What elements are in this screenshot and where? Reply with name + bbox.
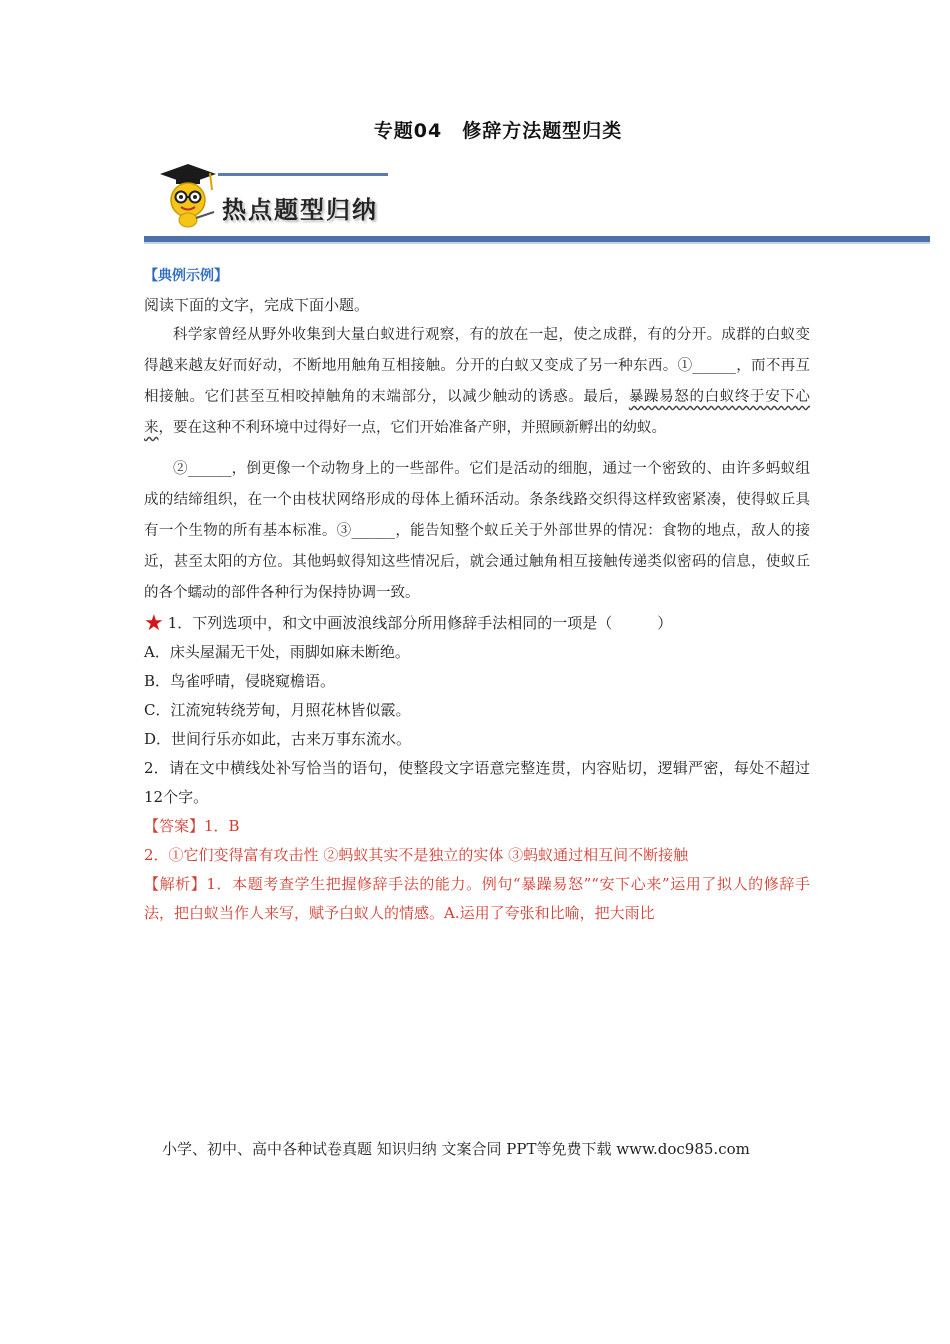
passage-text: 科学家曾经从野外收集到大量白蚁进行观察，有的放在一起，使之成群，有的分开。成群的白蚁变得越来越友好而好动，不断地用触角互相接触。分开的白蚁又变成了另一种东西。①______，而不再互相接触。它们甚至互相咬掉触角的末端部分，以减少触动的诱惑。最后， xyxy=(144,327,810,405)
document-body xyxy=(144,262,810,928)
option-d: D．世间行乐亦如此，古来万事东流水。 xyxy=(144,730,412,748)
star-icon: ★ xyxy=(144,611,164,636)
question-2: 2．请在文中横线处补写恰当的语句，使整段文字语意完整连贯，内容贴切，逻辑严密，每处不超过12个字。 xyxy=(144,759,810,806)
instruction-text: 阅读下面的文字，完成下面小题。 xyxy=(144,296,370,314)
passage-paragraph-2: ②______，倒更像一个动物身上的一些部件。它们是活动的细胞，通过一个密致的、由许多蚂蚁组成的结缔组织，在一个由枝状网络形成的母体上循环活动。条条线路交织得这样致密紧凑，使得蚁丘具有一个生物的所有基本标准。③______，能告知整个蚁丘关于外部世界的情况：食物的地点，敌人的接近，甚至太阳的方位。其他蚂蚁得知这些情况后，就会通过触角相互接触传递类似密码的信息，使蚁丘的各个蠕动的部件各种行为保持协调一致。 xyxy=(144,461,810,601)
analysis-text: 1．本题考查学生把握修辞手法的能力。例句“暴躁易怒”“安下心来”运用了拟人的修辞手法，把白蚁当作人来写，赋予白蚁人的情感。A.运用了夸张和比喻，把大雨比 xyxy=(144,875,810,922)
answer-1 xyxy=(144,812,810,841)
analysis xyxy=(144,870,810,928)
question-1 xyxy=(144,609,810,638)
option-a: A．床头屋漏无干处，雨脚如麻未断绝。 xyxy=(144,643,410,661)
wavy-underlined-text: 暴躁易怒的白蚁终于安下心来 xyxy=(144,389,811,436)
example-tag: 【典例示例】 xyxy=(144,268,228,284)
section-divider-shadow xyxy=(144,242,930,244)
banner-heading: 热点题型归纳 xyxy=(222,195,378,224)
option-c: C．江流宛转绕芳甸，月照花林皆似霰。 xyxy=(144,701,411,719)
analysis-tag: 【解析】 xyxy=(144,875,207,893)
page-title: 专题04 修辞方法题型归类 xyxy=(373,120,623,142)
answer-tag: 【答案】 xyxy=(144,817,205,835)
answer-2: 2．①它们变得富有攻击性 ②蚂蚁其实不是独立的实体 ③蚂蚁通过相互间不断接触 xyxy=(144,846,689,864)
footer-text: 小学、初中、高中各种试卷真题 知识归纳 文案合同 PPT等免费下载 www.doc985.com xyxy=(162,1140,750,1158)
answer-1-text: 1．B xyxy=(204,817,240,835)
passage-paragraph-1 xyxy=(144,320,810,444)
option-b: B．鸟雀呼晴，侵晓窥檐语。 xyxy=(144,672,336,690)
passage-text: ，要在这种不利环境中过得好一点，它们开始准备产卵，并照顾新孵出的幼蚁。 xyxy=(158,420,666,436)
question-1-text: 1．下列选项中，和文中画波浪线部分所用修辞手法相同的一项是（ ） xyxy=(167,614,673,632)
